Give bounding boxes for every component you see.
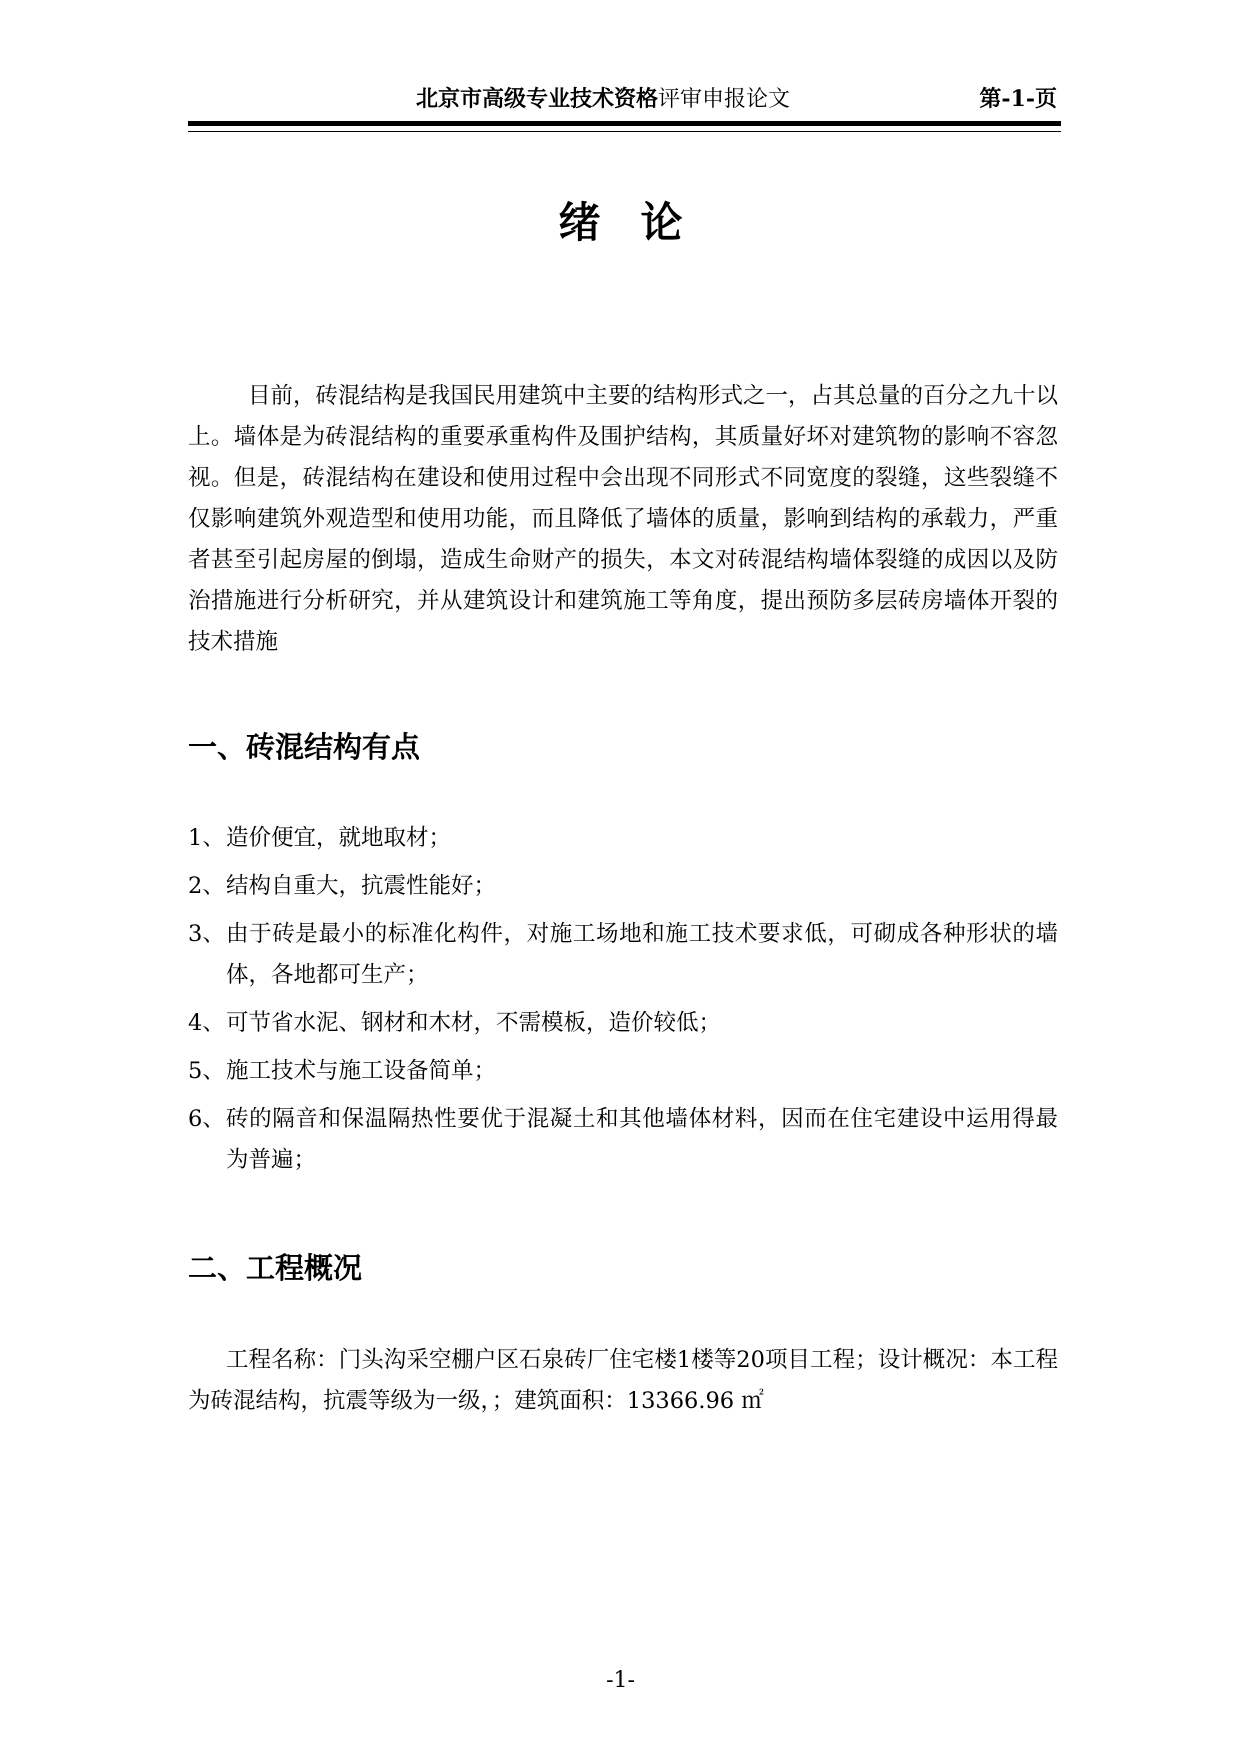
advantages-list <box>188 818 1058 1188</box>
list-item-number: 6、 <box>188 1106 225 1132</box>
list-item-text: 造价便宜，就地取材； <box>226 825 452 851</box>
list-item <box>188 1003 1058 1044</box>
list-item <box>188 1099 1058 1181</box>
project-overview-paragraph: 工程名称：门头沟采空棚户区石泉砖厂住宅楼1楼等20项目工程；设计概况：本工程为砖混结构，抗震等级为一级，；建筑面积：13366.96 ㎡ <box>188 1347 1058 1414</box>
list-item-number: 2、 <box>188 873 225 899</box>
page-number-footer: -1- <box>606 1668 635 1693</box>
list-item <box>188 914 1058 996</box>
list-item-number: 5、 <box>188 1058 225 1084</box>
section-2-heading: 二、工程概况 <box>188 1251 363 1285</box>
page-header <box>188 78 1061 118</box>
list-item-text: 由于砖是最小的标准化构件，对施工场地和施工技术要求低，可砌成各种形状的墙体，各地都可生产； <box>226 921 1058 988</box>
section-1-heading: 一、砖混结构有点 <box>188 730 421 764</box>
list-item-text: 结构自重大，抗震性能好； <box>226 873 497 899</box>
list-item-number: 1、 <box>188 825 225 851</box>
header-rule-thick <box>188 121 1061 126</box>
list-item <box>188 818 1058 859</box>
list-item-text: 砖的隔音和保温隔热性要优于混凝土和其他墙体材料，因而在住宅建设中运用得最为普遍； <box>226 1106 1058 1173</box>
page-title: 绪论 <box>558 198 723 247</box>
list-item <box>188 866 1058 907</box>
header-title-rest: 评审申报论文 <box>658 87 791 112</box>
header-title-bold: 北京市高级专业技术资格 <box>416 86 659 112</box>
intro-paragraph: 目前，砖混结构是我国民用建筑中主要的结构形式之一，占其总量的百分之九十以上。墙体是为砖混结构的重要承重构件及围护结构，其质量好坏对建筑物的影响不容忽视。但是，砖混结构在建设和使用过程中会出现不同形式不同宽度的裂缝，这些裂缝不仅影响建筑外观造型和使用功能，而且降低了墙体的质量，影响到结构的承载力，严重者甚至引起房屋的倒塌，造成生命财产的损失，本文对砖混结构墙体裂缝的成因以及防治措施进行分析研究，并从建筑设计和建筑施工等角度，提出预防多层砖房墙体开裂的技术措施 <box>188 383 1059 655</box>
list-item-text: 施工技术与施工设备简单； <box>226 1058 497 1084</box>
list-item <box>188 1051 1058 1092</box>
list-item-number: 4、 <box>188 1010 225 1036</box>
list-item-text: 可节省水泥、钢材和木材，不需模板，造价较低； <box>226 1010 722 1036</box>
header-page-label: 第-1-页 <box>979 86 1057 112</box>
header-title <box>416 82 790 113</box>
list-item-number: 3、 <box>188 921 225 947</box>
header-rule-thin <box>188 131 1061 132</box>
